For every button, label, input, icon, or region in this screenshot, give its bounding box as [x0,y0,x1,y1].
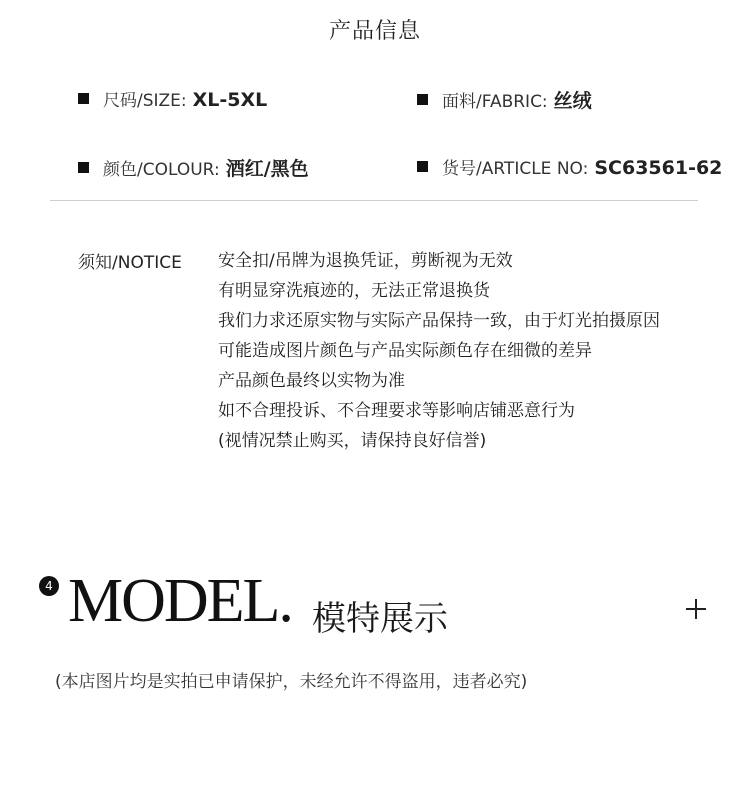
notice-line: 产品颜色最终以实物为准 [218,371,405,391]
notice-line: (视情况禁止购买，请保持良好信誉) [218,431,487,451]
notice-list [218,246,738,456]
spec-size [78,86,267,111]
notice-line: 可能造成图片颜色与产品实际颜色存在细微的差异 [218,341,592,361]
spec-article-no [417,154,722,179]
spec-label: 尺码/SIZE: [103,91,187,111]
spec-label: 面料/FABRIC: [442,92,548,112]
square-bullet-icon [78,93,89,104]
spec-value: SC63561-62 [594,157,723,179]
spec-colour [78,154,309,181]
section-number-badge: 4 [39,576,59,596]
spec-value: 丝绒 [553,90,592,112]
page-title: 产品信息 [328,19,421,44]
square-bullet-icon [417,94,428,105]
square-bullet-icon [78,162,89,173]
section-title-cn: 模特展示 [312,599,448,639]
square-bullet-icon [417,161,428,172]
spec-value: XL-5XL [192,89,268,111]
notice-line: 我们力求还原实物与实际产品保持一致，由于灯光拍摄原因 [218,311,660,331]
spec-value: 酒红/黑色 [225,158,309,180]
divider [50,200,698,201]
section-title-en: MODEL. [68,567,292,635]
copyright-disclaimer: (本店图片均是实拍已申请保护，未经允许不得盗用，违者必究) [55,672,528,692]
notice-line: 安全扣/吊牌为退换凭证，剪断视为无效 [218,251,513,271]
spec-label: 货号/ARTICLE NO: [442,159,589,179]
notice-line: 有明显穿洗痕迹的，无法正常退换货 [218,281,490,301]
notice-line: 如不合理投诉、不合理要求等影响店铺恶意行为 [218,401,575,421]
spec-label: 颜色/COLOUR: [103,160,220,180]
plus-icon [686,599,706,619]
notice-label: 须知/NOTICE [78,253,182,273]
spec-fabric [417,86,592,113]
